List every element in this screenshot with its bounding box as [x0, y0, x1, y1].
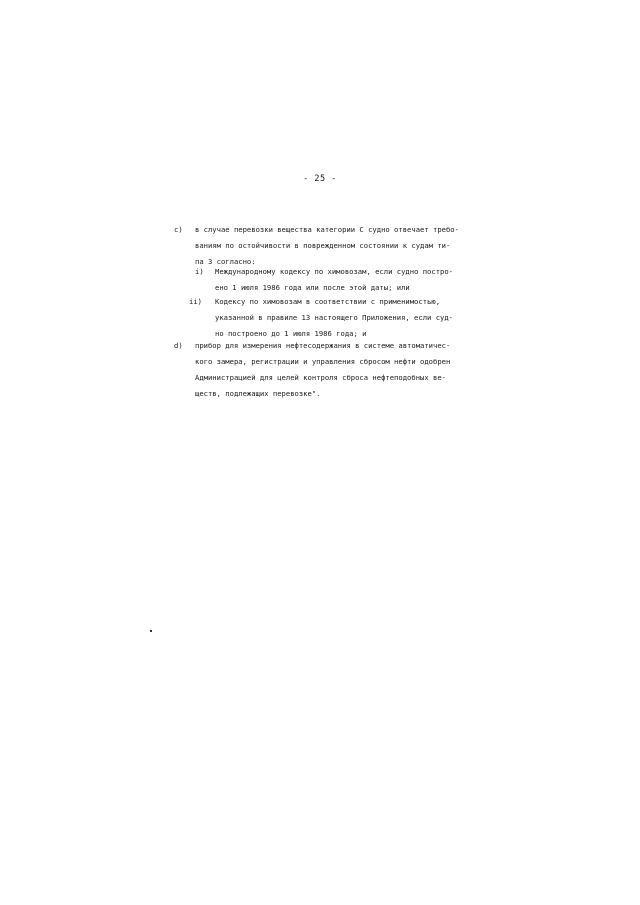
item-d-line-2: кого замера, регистрации и управления сбросом нефти одобрен [195, 357, 451, 366]
item-i-line-1: Международному кодексу по химовозам, если судно постро- [215, 267, 453, 276]
item-c-marker: c) [174, 225, 183, 234]
page-number: - 25 - [303, 174, 337, 184]
item-d-line-3: Администрацией для целей контроля сброса нефтеподобных ве- [195, 373, 446, 382]
item-ii-marker: ii) [189, 297, 202, 306]
item-c-line-1: в случае перевозки вещества категории С судно отвечает требо- [195, 225, 459, 234]
item-ii-line-3: но построено до 1 июля 1986 года; и [215, 329, 367, 338]
item-i-marker: i) [195, 267, 204, 276]
item-ii-line-2: указанной в правиле 13 настоящего Приложения, если суд- [215, 313, 453, 322]
item-d-line-1: прибор для измерения нефтесодержания в системе автоматичес- [195, 341, 451, 350]
item-c-text [195, 222, 459, 270]
item-c-line-3: па 3 согласно: [195, 257, 256, 266]
item-ii-text [215, 294, 453, 342]
item-ii-line-1: Кодексу по химовозам в соответствии с применимостью, [215, 297, 441, 306]
item-d-line-4: ществ, подлежащих перевозке". [195, 389, 321, 398]
item-c-line-2: ваниям по остойчивости в поврежденном состоянии к судам ти- [195, 241, 451, 250]
item-d-text [195, 338, 450, 402]
scan-speck [150, 630, 152, 632]
item-i-text [215, 264, 453, 296]
item-i-line-2: ено 1 июля 1986 года или после этой даты; или [215, 283, 410, 292]
item-d-marker: d) [174, 341, 183, 350]
